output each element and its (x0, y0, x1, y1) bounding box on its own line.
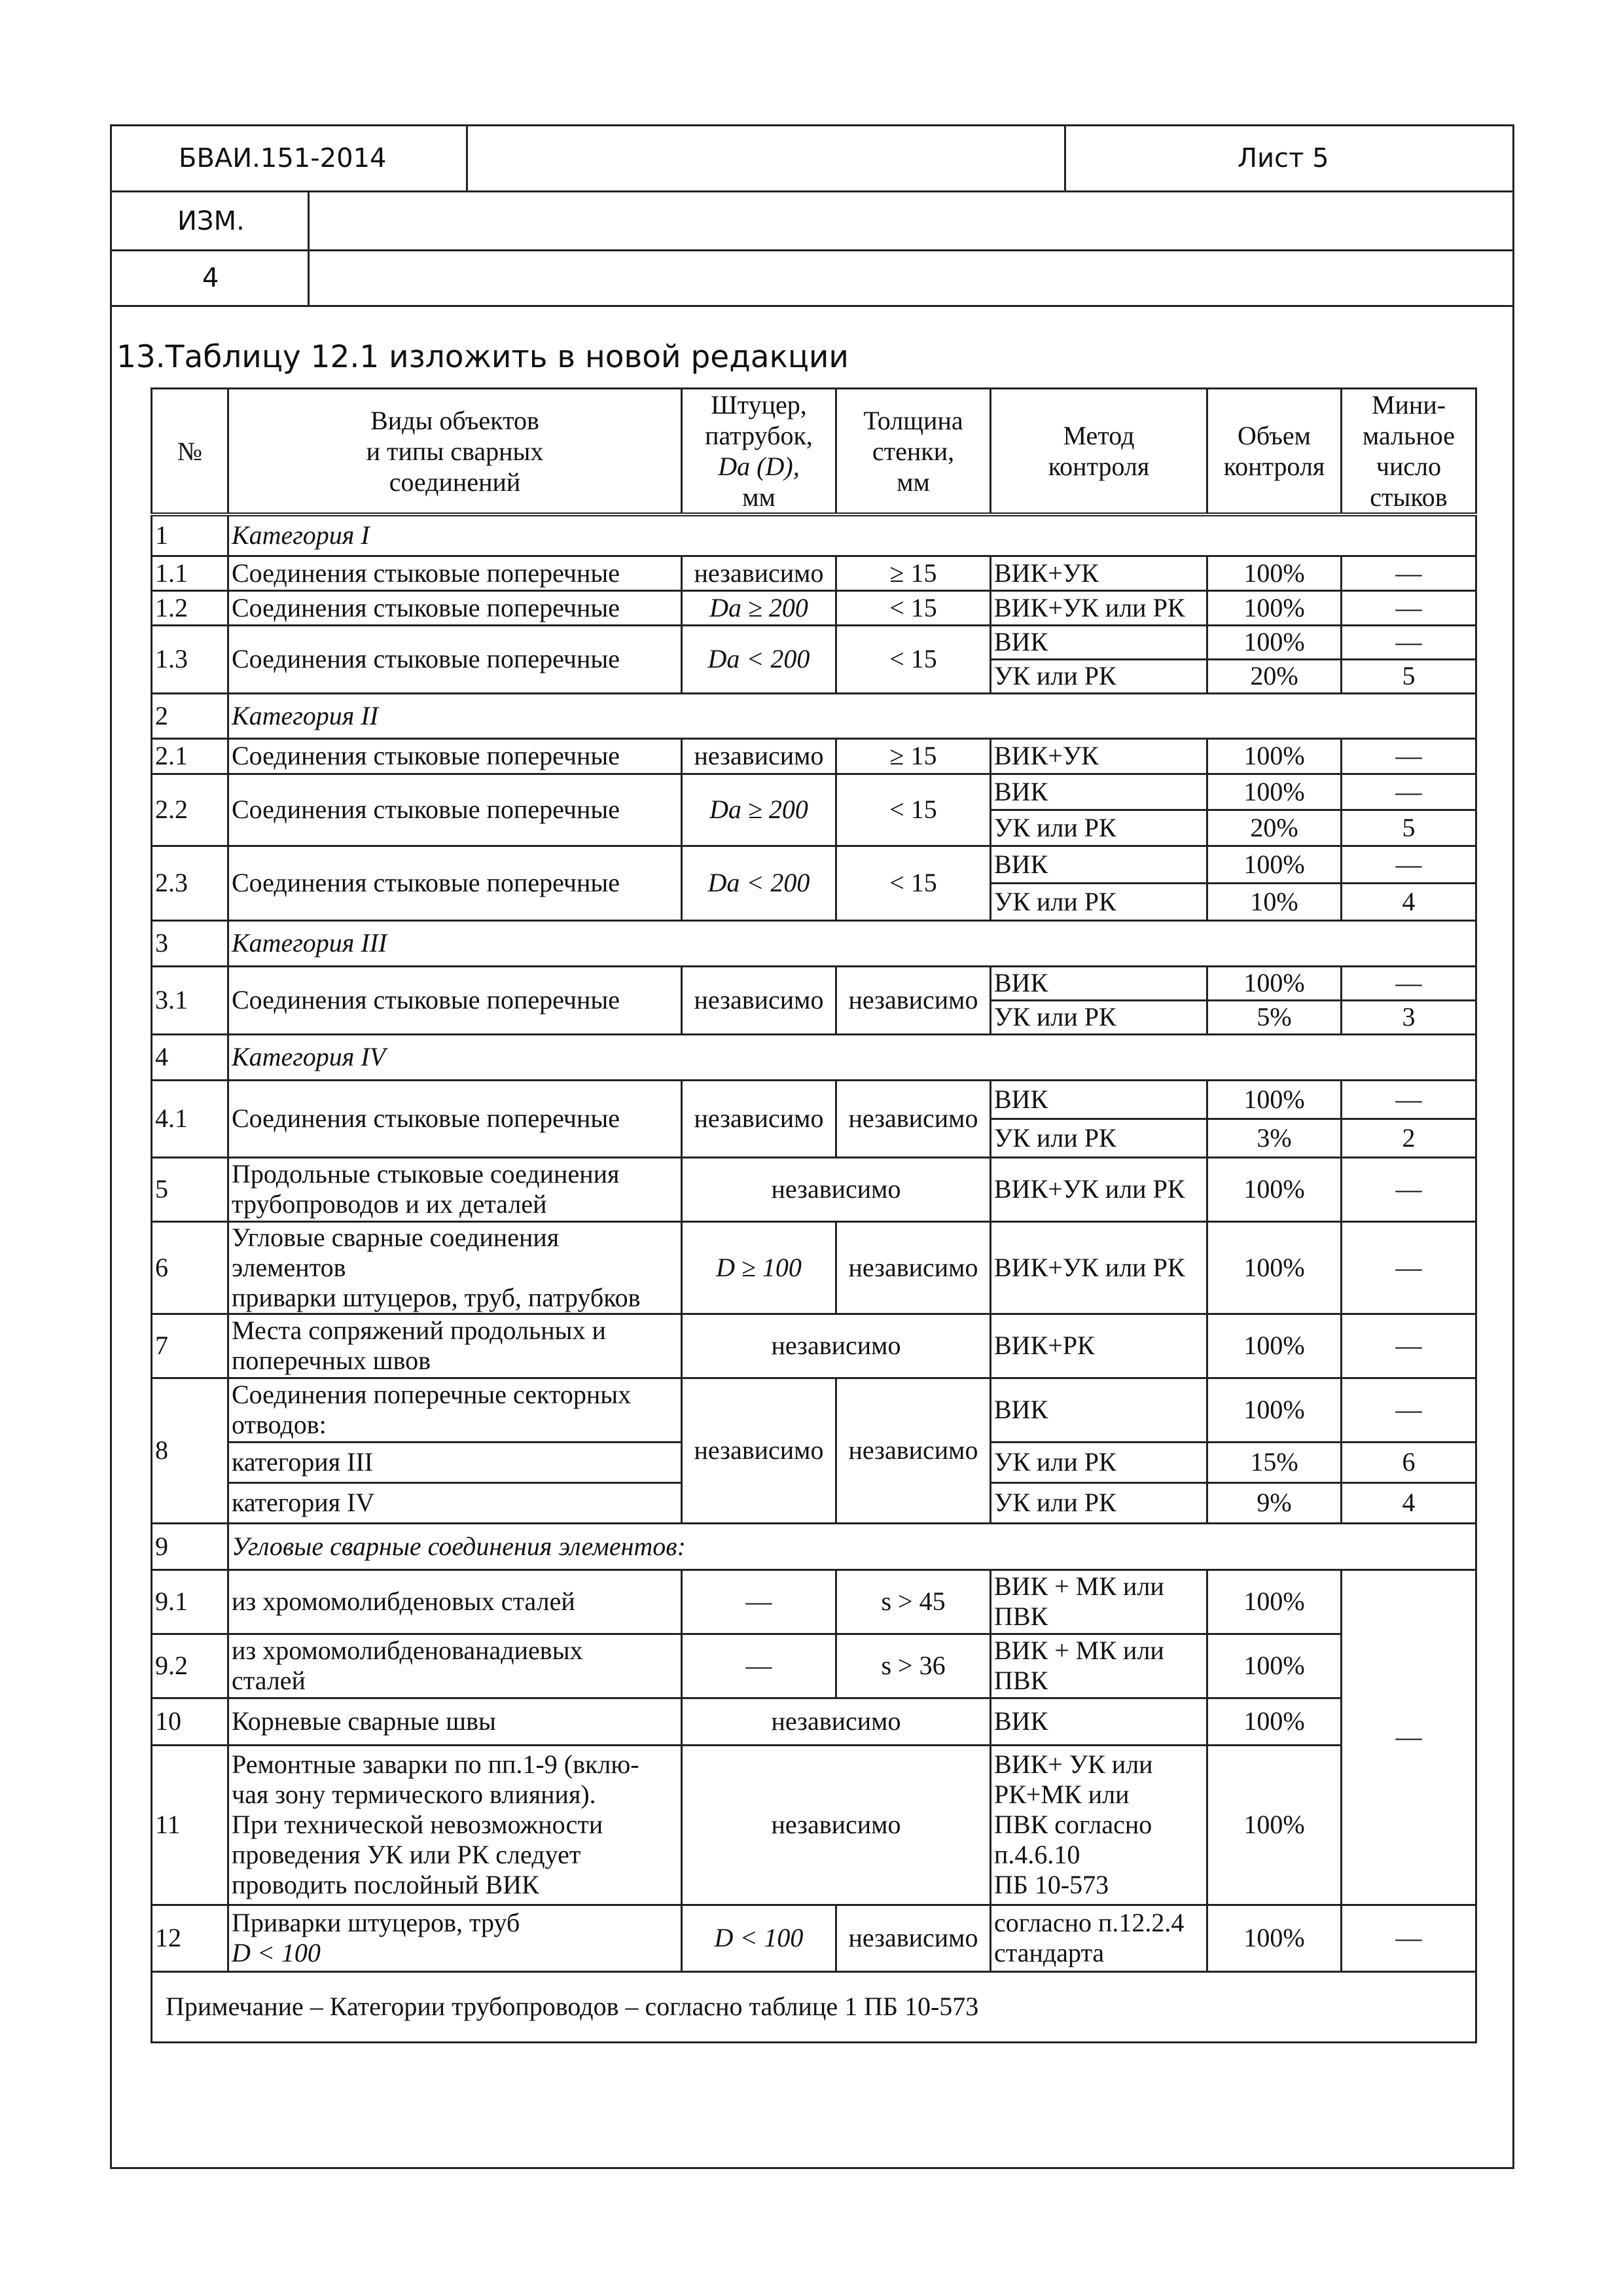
table-row (152, 590, 1476, 625)
table-cell: Категория II (228, 693, 1476, 738)
table-cell: независимо (836, 966, 991, 1034)
table-row (152, 1698, 1476, 1745)
category-row (152, 693, 1476, 738)
table-cell: Соединения стыковые поперечные (228, 590, 682, 625)
table-cell: 15% (1207, 1442, 1342, 1482)
table-cell: Da ≥ 200 (682, 590, 836, 625)
col-header-objects: Виды объектов и типы сварных соединений (228, 389, 682, 515)
table-cell: — (1342, 625, 1476, 659)
table-cell: D ≥ 100 (682, 1221, 836, 1314)
table-cell: s > 45 (836, 1570, 991, 1634)
table-cell: ВИК+УК или РК (991, 1221, 1207, 1314)
table-cell: категория III (228, 1442, 682, 1482)
table-row (152, 625, 1476, 659)
table-cell: 4 (152, 1034, 228, 1080)
table-cell: независимо (836, 1378, 991, 1523)
col-header-fitting: Штуцер, патрубок, Da (D), мм (682, 389, 836, 515)
table-cell: — (1342, 738, 1476, 774)
table-cell: УК или РК (991, 1119, 1207, 1157)
table-cell: УК или РК (991, 1442, 1207, 1482)
table-cell: 4 (1342, 883, 1476, 920)
table-cell: 5 (1342, 810, 1476, 846)
table-cell: 5 (152, 1157, 228, 1221)
table-row (152, 1221, 1476, 1314)
table-cell: независимо (682, 1698, 991, 1745)
table-cell: 3 (152, 920, 228, 966)
table-cell: Соединения поперечные секторных отводов: (228, 1378, 682, 1442)
document-code: БВАИ.151-2014 (110, 124, 468, 192)
table-cell: 4.1 (152, 1080, 228, 1157)
table-cell: 2.3 (152, 846, 228, 920)
table-cell: 100% (1207, 846, 1342, 883)
table-cell: ВИК+УК (991, 738, 1207, 774)
table-cell: ВИК + МК или ПВК (991, 1634, 1207, 1698)
table-cell: Категория III (228, 920, 1476, 966)
table-cell: независимо (682, 1745, 991, 1905)
table-cell: 100% (1207, 1570, 1342, 1634)
table-row (152, 1378, 1476, 1442)
table-cell: Ремонтные заварки по пп.1-9 (вклю- чая зону термического влияния). При технической невозможности проведения УК или РК следует проводить послойный ВИК (228, 1745, 682, 1905)
table-cell: независимо (682, 738, 836, 774)
table-cell: независимо (836, 1080, 991, 1157)
table-cell: Места сопряжений продольных и поперечных швов (228, 1314, 682, 1378)
table-row (152, 1634, 1476, 1698)
table-cell: ≥ 15 (836, 738, 991, 774)
table-row (152, 774, 1476, 810)
table-cell: независимо (682, 1378, 836, 1523)
table-row (152, 1314, 1476, 1378)
table-cell: ВИК (991, 1080, 1207, 1119)
table-cell: 11 (152, 1745, 228, 1905)
col-header-min: Мини- мальное число стыков (1342, 389, 1476, 515)
table-cell: — (1342, 1157, 1476, 1221)
table-cell: ВИК (991, 1698, 1207, 1745)
category-row (152, 1034, 1476, 1080)
table-cell: 9.1 (152, 1570, 228, 1634)
table-cell: Угловые сварные соединения элементов: (228, 1523, 1476, 1570)
table-cell: 100% (1207, 1698, 1342, 1745)
table-cell: независимо (682, 966, 836, 1034)
table-cell: 100% (1207, 1634, 1342, 1698)
table-cell: независимо (682, 1157, 991, 1221)
table-cell: 100% (1207, 1080, 1342, 1119)
change-label: ИЗМ. (110, 190, 310, 251)
col-header-num: № (152, 389, 228, 515)
table-cell: 100% (1207, 1314, 1342, 1378)
table-cell: 100% (1207, 966, 1342, 1000)
table-cell: независимо (836, 1905, 991, 1971)
table-cell: Угловые сварные соединения элементов приварки штуцеров, труб, патрубков (228, 1221, 682, 1314)
table-cell: 3 (1342, 1000, 1476, 1034)
table-cell: < 15 (836, 774, 991, 846)
table-cell: УК или РК (991, 659, 1207, 693)
table-cell: 100% (1207, 625, 1342, 659)
table-cell: 1.3 (152, 625, 228, 693)
change-number: 4 (110, 249, 310, 307)
table-cell: — (1342, 846, 1476, 883)
table-cell: 10% (1207, 883, 1342, 920)
table-cell: категория IV (228, 1482, 682, 1523)
table-row (152, 1570, 1476, 1634)
table-cell: D < 100 (682, 1905, 836, 1971)
table-row (152, 556, 1476, 590)
table-cell: согласно п.12.2.4 стандарта (991, 1905, 1207, 1971)
table-cell: ВИК + МК или ПВК (991, 1570, 1207, 1634)
table-cell: 100% (1207, 1745, 1342, 1905)
table-cell: 8 (152, 1378, 228, 1523)
table-cell: — (1342, 590, 1476, 625)
table-cell: 12 (152, 1905, 228, 1971)
section-heading: 13.Таблицу 12.1 изложить в новой редакции (116, 339, 849, 375)
col-header-volume: Объем контроля (1207, 389, 1342, 515)
table-cell: — (1342, 966, 1476, 1000)
table-cell: ВИК (991, 966, 1207, 1000)
table-cell: < 15 (836, 590, 991, 625)
table-cell: 100% (1207, 590, 1342, 625)
table-cell: 2.2 (152, 774, 228, 846)
table-cell: Корневые сварные швы (228, 1698, 682, 1745)
col-header-method: Метод контроля (991, 389, 1207, 515)
table-cell: 100% (1207, 1157, 1342, 1221)
table-cell: 2.1 (152, 738, 228, 774)
table-cell: 1.2 (152, 590, 228, 625)
table-cell: Соединения стыковые поперечные (228, 1080, 682, 1157)
sheet-number: Лист 5 (1064, 124, 1514, 192)
table-cell: 100% (1207, 1378, 1342, 1442)
table-row (152, 738, 1476, 774)
table-row (152, 1905, 1476, 1971)
table-header-row (152, 389, 1476, 515)
table-cell: Соединения стыковые поперечные (228, 738, 682, 774)
table-row (152, 1080, 1476, 1119)
table-note: Примечание – Категории трубопроводов – согласно таблице 1 ПБ 10-573 (152, 1971, 1476, 2042)
table-cell: ≥ 15 (836, 556, 991, 590)
table-cell: ВИК+УК или РК (991, 1157, 1207, 1221)
table-cell: Приварки штуцеров, труб D < 100 (228, 1905, 682, 1971)
min-merged-9-11: — (1342, 1570, 1476, 1905)
table-cell: 9.2 (152, 1634, 228, 1698)
change-blank-cell-2 (308, 249, 1514, 307)
table-cell: Da < 200 (682, 846, 836, 920)
table-cell: УК или РК (991, 1000, 1207, 1034)
table-cell: — (1342, 1221, 1476, 1314)
table-cell: 20% (1207, 810, 1342, 846)
table-cell: 9 (152, 1523, 228, 1570)
table-cell: ВИК+ УК или РК+МК или ПВК согласно п.4.6.10 ПБ 10-573 (991, 1745, 1207, 1905)
table-cell: — (1342, 1378, 1476, 1442)
table-cell: — (1342, 1314, 1476, 1378)
table-cell: УК или РК (991, 1482, 1207, 1523)
table-cell: 100% (1207, 738, 1342, 774)
table-cell: — (1342, 774, 1476, 810)
table-cell: независимо (682, 1080, 836, 1157)
category-row (152, 514, 1476, 556)
table-cell: Категория I (228, 514, 1476, 556)
change-blank-cell (308, 190, 1514, 251)
table-cell: ВИК (991, 846, 1207, 883)
table-cell: 2 (1342, 1119, 1476, 1157)
table-cell: Продольные стыковые соединения трубопроводов и их деталей (228, 1157, 682, 1221)
table-cell: 9% (1207, 1482, 1342, 1523)
table-cell: — (1342, 1905, 1476, 1971)
table-cell: ВИК (991, 1378, 1207, 1442)
table-cell: Da ≥ 200 (682, 774, 836, 846)
table-cell: 100% (1207, 774, 1342, 810)
table-row (152, 966, 1476, 1000)
table-cell: < 15 (836, 625, 991, 693)
table-cell: 3% (1207, 1119, 1342, 1157)
table-cell: Категория IV (228, 1034, 1476, 1080)
table-cell: 100% (1207, 556, 1342, 590)
table-cell: 100% (1207, 1221, 1342, 1314)
table-cell: УК или РК (991, 810, 1207, 846)
table-cell: из хромомолибденовых сталей (228, 1570, 682, 1634)
table-cell: ВИК+УК (991, 556, 1207, 590)
table-cell: 1.1 (152, 556, 228, 590)
table-cell: — (682, 1570, 836, 1634)
table-cell: ВИК+РК (991, 1314, 1207, 1378)
table-cell: — (1342, 1080, 1476, 1119)
table-cell: 10 (152, 1698, 228, 1745)
table-row (152, 846, 1476, 883)
table-cell: 2 (152, 693, 228, 738)
table-cell: Соединения стыковые поперечные (228, 625, 682, 693)
category-row (152, 920, 1476, 966)
col-header-wall: Толщина стенки, мм (836, 389, 991, 515)
table-cell: Соединения стыковые поперечные (228, 846, 682, 920)
table-cell: 1 (152, 514, 228, 556)
table-cell: независимо (682, 556, 836, 590)
category-row (152, 1523, 1476, 1570)
table-cell: УК или РК (991, 883, 1207, 920)
note-row (152, 1971, 1476, 2042)
table-cell: 5 (1342, 659, 1476, 693)
table-cell: из хромомолибденованадиевых сталей (228, 1634, 682, 1698)
table-cell: 3.1 (152, 966, 228, 1034)
table-cell: ВИК+УК или РК (991, 590, 1207, 625)
table-cell: < 15 (836, 846, 991, 920)
table-cell: независимо (836, 1221, 991, 1314)
table-cell: Da < 200 (682, 625, 836, 693)
table-cell: 6 (152, 1221, 228, 1314)
table-cell: 100% (1207, 1905, 1342, 1971)
table-cell: 4 (1342, 1482, 1476, 1523)
table-cell: 6 (1342, 1442, 1476, 1482)
table-row (152, 1745, 1476, 1905)
table-cell: s > 36 (836, 1634, 991, 1698)
header-blank-cell (466, 124, 1066, 192)
inspection-table (151, 387, 1477, 2043)
table-cell: 5% (1207, 1000, 1342, 1034)
table-cell: 20% (1207, 659, 1342, 693)
table-cell: Соединения стыковые поперечные (228, 556, 682, 590)
table-cell: — (1342, 556, 1476, 590)
table-cell: независимо (682, 1314, 991, 1378)
table-cell: Соединения стыковые поперечные (228, 966, 682, 1034)
table-cell: — (682, 1634, 836, 1698)
table-cell: Соединения стыковые поперечные (228, 774, 682, 846)
table-cell: ВИК (991, 774, 1207, 810)
table-cell: 7 (152, 1314, 228, 1378)
table-cell: ВИК (991, 625, 1207, 659)
table-row (152, 1157, 1476, 1221)
